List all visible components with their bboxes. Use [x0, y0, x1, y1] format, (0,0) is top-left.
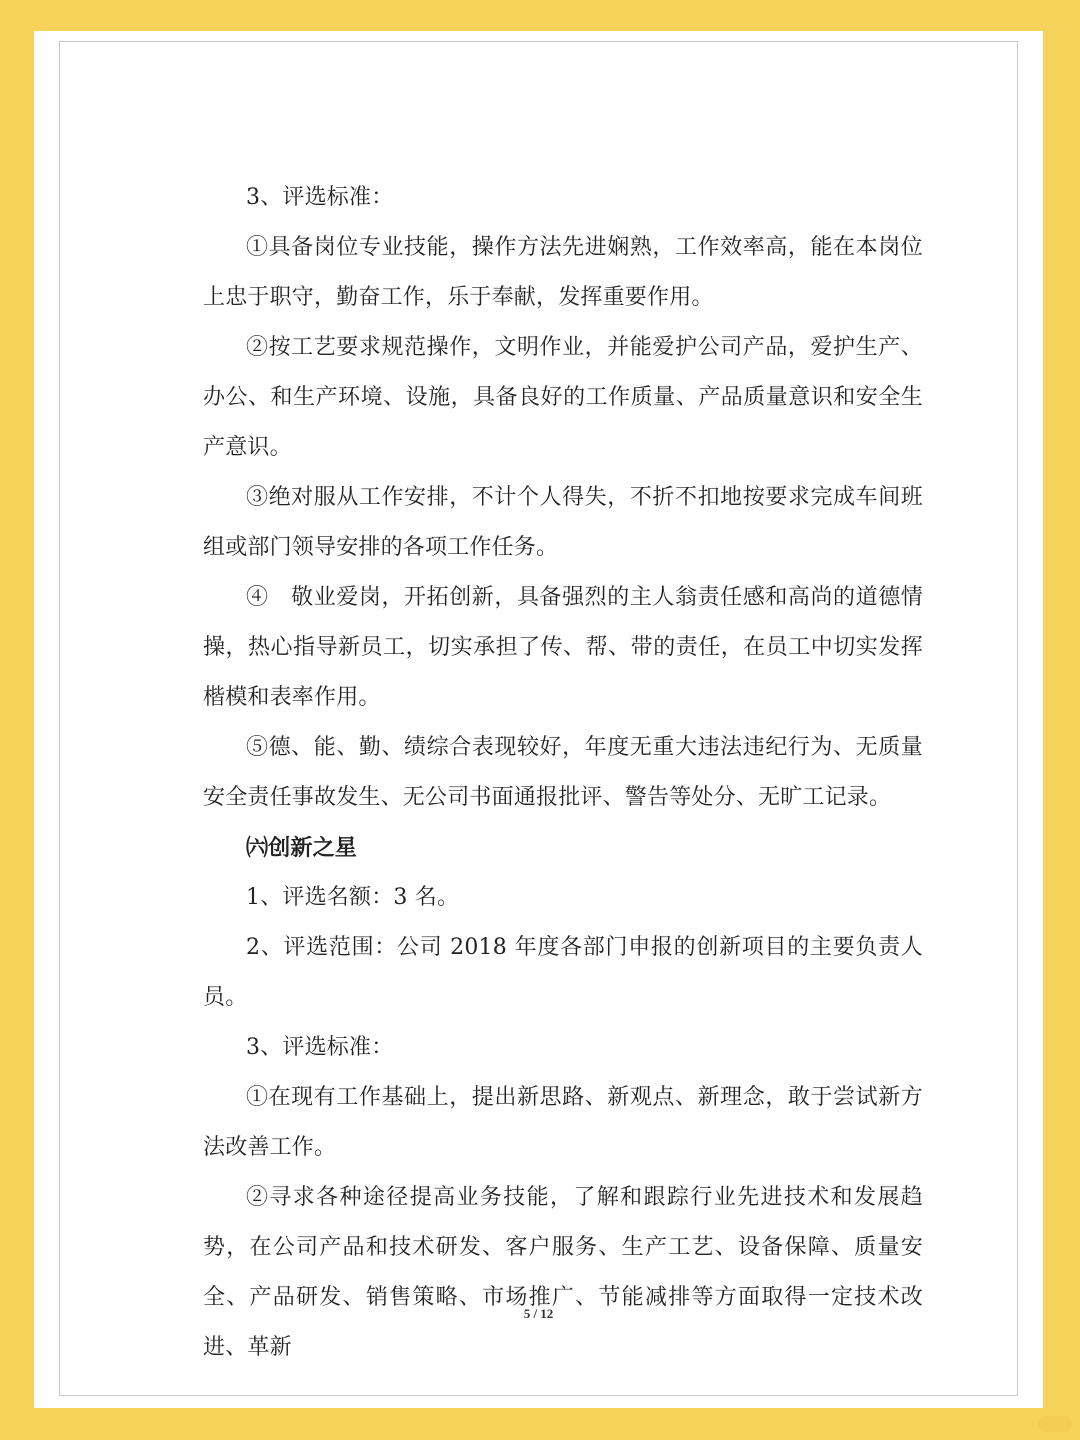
- selection-quota: 1、评选名额：3 名。: [246, 885, 460, 910]
- criteria-item-3: ③绝对服从工作安排，不计个人得失，不折不扣地按要求完成车间班组或部门领导安排的各项工作任务。: [203, 485, 923, 560]
- innovation-criteria-item-1: ①在现有工作基础上，提出新思路、新观点、新理念，敢于尝试新方法改善工作。: [203, 1085, 923, 1160]
- criteria-item-2: ②按工艺要求规范操作，文明作业，并能爱护公司产品，爱护生产、办公、和生产环境、设施，具备良好的工作质量、产品质量意识和安全生产意识。: [203, 335, 923, 460]
- criteria-heading-1: 3、评选标准：: [246, 185, 394, 210]
- page-number: 5 / 12: [523, 1306, 554, 1321]
- selection-scope: 2、评选范围：公司 2018 年度各部门申报的创新项目的主要负责人员。: [203, 935, 923, 1010]
- innovation-criteria-item-2: ②寻求各种途径提高业务技能，了解和跟踪行业先进技术和发展趋势，在公司产品和技术研发、客户服务、生产工艺、设备保障、质量安全、产品研发、销售策略、市场推广、节能减排等方面取得一定技术改进、革新: [203, 1185, 923, 1360]
- criteria-item-4: ④ 敬业爱岗，开拓创新，具备强烈的主人翁责任感和高尚的道德情操，热心指导新员工，切实承担了传、帮、带的责任，在员工中切实发挥楷模和表率作用。: [203, 585, 923, 710]
- section-heading-innovation-star: ㈥创新之星: [246, 835, 358, 861]
- document-body: [203, 173, 923, 1373]
- criteria-item-1: ①具备岗位专业技能，操作方法先进娴熟，工作效率高，能在本岗位上忠于职守，勤奋工作，乐于奉献，发挥重要作用。: [203, 235, 923, 310]
- document-page: [59, 41, 1018, 1396]
- criteria-heading-2: 3、评选标准：: [246, 1035, 394, 1060]
- watermark-icon: [1038, 1416, 1072, 1432]
- criteria-item-5: ⑤德、能、勤、绩综合表现较好，年度无重大违法违纪行为、无质量安全责任事故发生、无公司书面通报批评、警告等处分、无旷工记录。: [203, 735, 923, 810]
- document-sheet: [34, 31, 1043, 1408]
